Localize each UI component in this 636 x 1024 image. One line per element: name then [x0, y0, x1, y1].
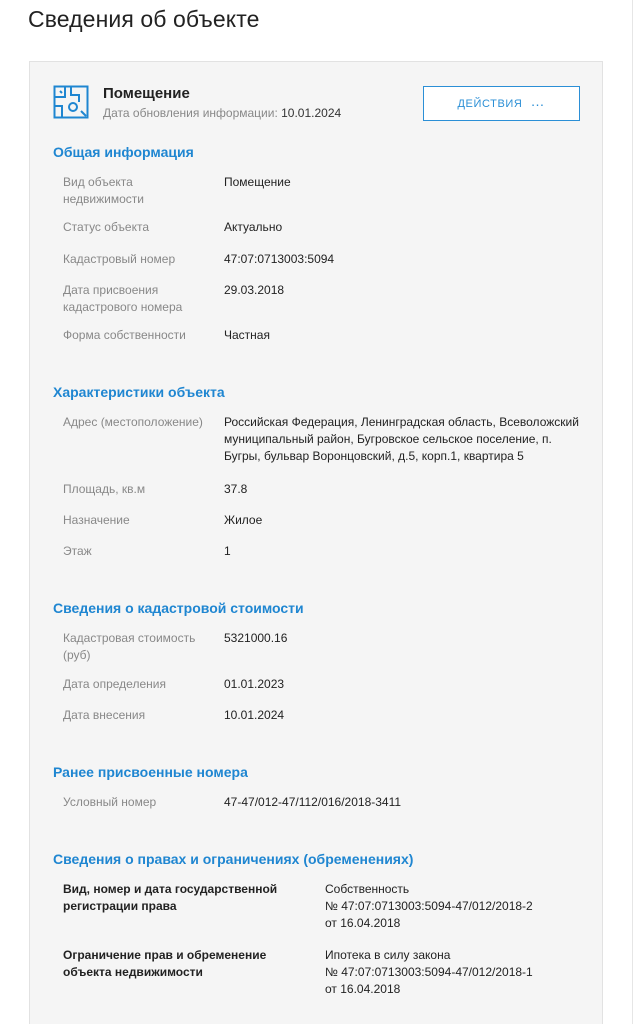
rights-registration-number: № 47:07:0713003:5094-47/012/2018-2	[325, 899, 533, 913]
general-value-cadastral-number: 47:07:0713003:5094	[224, 252, 335, 266]
char-label-area: Площадь, кв.м	[63, 482, 146, 496]
rights-value-registration	[325, 881, 585, 932]
section-title-cadastral-cost: Сведения о кадастровой стоимости	[53, 600, 304, 616]
general-value-assign-date: 29.03.2018	[224, 283, 285, 297]
char-value-address: Российская Федерация, Ленинградская область, Всеволожский муниципальный район, Бугровское сельское поселение, п. Бугры, бульвар Воронцовский, д.5, корп.1, квартира 5	[224, 415, 579, 463]
general-label-cadastral-number: Кадастровый номер	[63, 252, 176, 266]
rights-encumbrance-type: Ипотека в силу закона	[325, 948, 451, 962]
cost-value-entry-date: 10.01.2024	[224, 708, 285, 722]
general-value-status: Актуально	[224, 220, 283, 234]
update-info	[103, 106, 341, 120]
char-label-address: Адрес (местоположение)	[63, 415, 203, 429]
cost-label-determination-date: Дата определения	[63, 677, 166, 691]
cost-value-value: 5321000.16	[224, 631, 288, 645]
rights-label-encumbrance: Ограничение прав и обременение объекта недвижимости	[63, 948, 267, 979]
general-value-object-kind: Помещение	[224, 175, 291, 189]
update-label: Дата обновления информации:	[103, 106, 278, 120]
char-label-purpose: Назначение	[63, 513, 130, 527]
prev-label-conditional-number: Условный номер	[63, 795, 157, 809]
general-label-ownership-form: Форма собственности	[63, 328, 186, 342]
object-card	[29, 61, 603, 1024]
rights-registration-type: Собственность	[325, 882, 410, 896]
section-title-previous-numbers: Ранее присвоенные номера	[53, 764, 248, 780]
char-label-floor: Этаж	[63, 544, 92, 558]
general-label-status: Статус объекта	[63, 220, 150, 234]
rights-encumbrance-number: № 47:07:0713003:5094-47/012/2018-1	[325, 965, 533, 979]
general-label-object-kind: Вид объекта недвижимости	[63, 175, 144, 206]
actions-button-label: ДЕЙСТВИЯ	[457, 97, 523, 110]
prev-value-conditional-number: 47-47/012-47/112/016/2018-3411	[224, 795, 402, 809]
general-label-assign-date: Дата присвоения кадастрового номера	[63, 283, 183, 314]
cost-label-entry-date: Дата внесения	[63, 708, 146, 722]
actions-button[interactable]	[423, 86, 580, 121]
char-value-area: 37.8	[224, 482, 248, 496]
rights-encumbrance-date: от 16.04.2018	[325, 982, 401, 996]
section-title-characteristics: Характеристики объекта	[53, 384, 225, 400]
cost-label-value: Кадастровая стоимость (руб)	[63, 631, 196, 662]
rights-registration-date: от 16.04.2018	[325, 916, 401, 930]
room-plan-icon	[53, 85, 89, 119]
rights-label-registration: Вид, номер и дата государственной регистрации права	[63, 882, 278, 913]
page-title: Сведения об объекте	[28, 6, 260, 32]
char-value-purpose: Жилое	[224, 513, 263, 527]
more-horizontal-icon: …	[530, 92, 546, 109]
char-value-floor: 1	[224, 544, 231, 558]
general-value-ownership-form: Частная	[224, 328, 270, 342]
cost-value-determination-date: 01.01.2023	[224, 677, 285, 691]
rights-value-encumbrance	[325, 947, 585, 998]
page-edge-divider	[632, 0, 633, 1024]
section-title-rights: Сведения о правах и ограничениях (обременениях)	[53, 851, 414, 867]
object-type-title: Помещение	[103, 85, 190, 102]
section-title-general: Общая информация	[53, 144, 194, 160]
update-date: 10.01.2024	[281, 106, 342, 120]
